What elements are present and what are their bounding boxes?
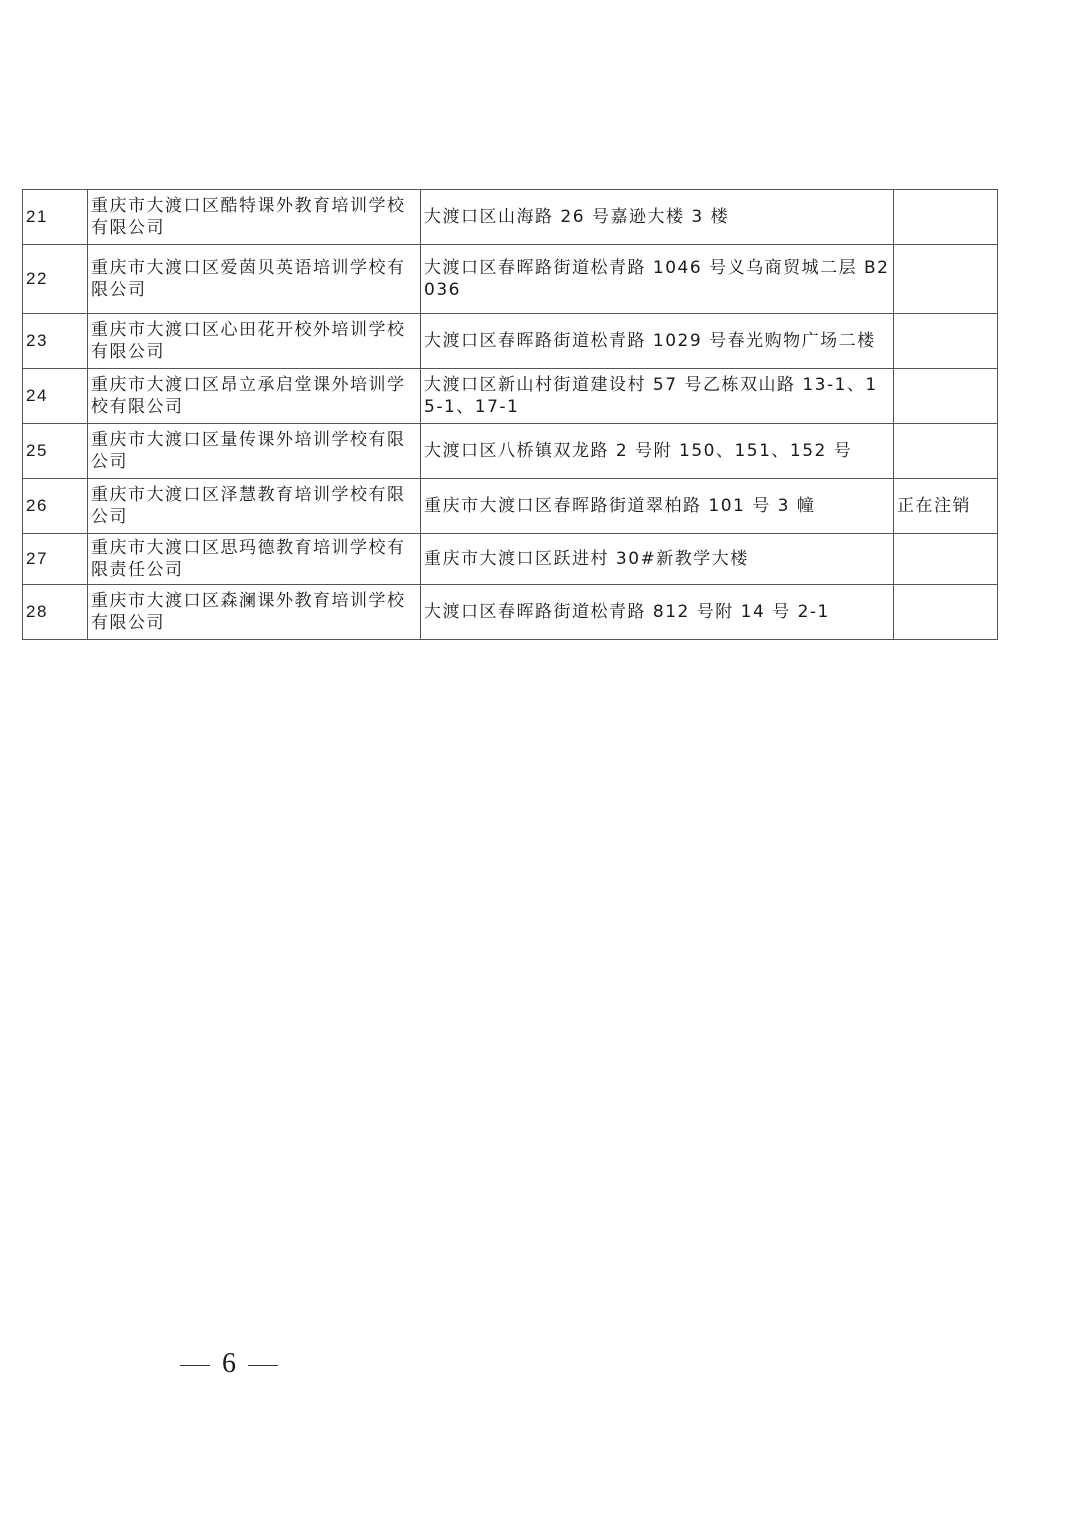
table-row bbox=[23, 585, 998, 640]
school-name: 重庆市大渡口区量传课外培训学校有限公司 bbox=[88, 424, 421, 479]
school-name: 重庆市大渡口区酷特课外教育培训学校有限公司 bbox=[88, 190, 421, 245]
school-name: 重庆市大渡口区爱茵贝英语培训学校有限公司 bbox=[88, 245, 421, 314]
dash-left bbox=[180, 1365, 210, 1366]
table-row bbox=[23, 424, 998, 479]
row-note bbox=[894, 314, 998, 369]
table-row bbox=[23, 369, 998, 424]
row-note bbox=[894, 534, 998, 585]
table-row bbox=[23, 190, 998, 245]
table-row bbox=[23, 314, 998, 369]
school-name: 重庆市大渡口区思玛德教育培训学校有限责任公司 bbox=[88, 534, 421, 585]
school-address: 大渡口区春晖路街道松青路 1046 号义乌商贸城二层 B2036 bbox=[421, 245, 894, 314]
row-note bbox=[894, 369, 998, 424]
row-number: 26 bbox=[23, 479, 88, 534]
school-name: 重庆市大渡口区昂立承启堂课外培训学校有限公司 bbox=[88, 369, 421, 424]
row-note bbox=[894, 424, 998, 479]
row-note bbox=[894, 190, 998, 245]
page-number: 6 bbox=[222, 1348, 236, 1379]
row-note bbox=[894, 585, 998, 640]
school-address: 大渡口区春晖路街道松青路 812 号附 14 号 2-1 bbox=[421, 585, 894, 640]
school-address: 重庆市大渡口区跃进村 30#新教学大楼 bbox=[421, 534, 894, 585]
row-number: 28 bbox=[23, 585, 88, 640]
row-number: 21 bbox=[23, 190, 88, 245]
row-number: 24 bbox=[23, 369, 88, 424]
school-address: 大渡口区八桥镇双龙路 2 号附 150、151、152 号 bbox=[421, 424, 894, 479]
table-row bbox=[23, 534, 998, 585]
table-row bbox=[23, 479, 998, 534]
dash-right bbox=[248, 1365, 278, 1366]
school-list-table bbox=[22, 189, 998, 640]
row-number: 27 bbox=[23, 534, 88, 585]
school-name: 重庆市大渡口区泽慧教育培训学校有限公司 bbox=[88, 479, 421, 534]
school-address: 大渡口区山海路 26 号嘉逊大楼 3 楼 bbox=[421, 190, 894, 245]
school-address: 重庆市大渡口区春晖路街道翠柏路 101 号 3 幢 bbox=[421, 479, 894, 534]
school-name: 重庆市大渡口区心田花开校外培训学校有限公司 bbox=[88, 314, 421, 369]
row-note bbox=[894, 245, 998, 314]
table-row bbox=[23, 245, 998, 314]
row-note: 正在注销 bbox=[894, 479, 998, 534]
row-number: 22 bbox=[23, 245, 88, 314]
school-address: 大渡口区新山村街道建设村 57 号乙栋双山路 13-1、15-1、17-1 bbox=[421, 369, 894, 424]
row-number: 25 bbox=[23, 424, 88, 479]
school-address: 大渡口区春晖路街道松青路 1029 号春光购物广场二楼 bbox=[421, 314, 894, 369]
school-name: 重庆市大渡口区森澜课外教育培训学校有限公司 bbox=[88, 585, 421, 640]
row-number: 23 bbox=[23, 314, 88, 369]
page-footer bbox=[168, 1348, 278, 1380]
